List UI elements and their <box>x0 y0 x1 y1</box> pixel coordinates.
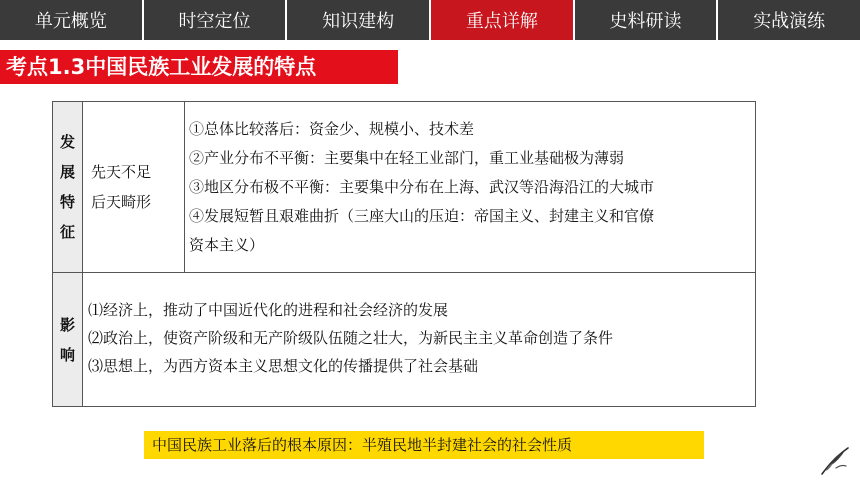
impact-item: ⑴经济上，推动了中国近代化的进程和社会经济的发展 <box>88 300 449 319</box>
section-title: 考点1.3中国民族工业发展的特点 <box>0 50 398 84</box>
features-item: 资本主义） <box>189 235 265 254</box>
impact-list <box>83 273 756 407</box>
features-item: ③地区分布极不平衡：主要集中分布在上海、武汉等沿海沿江的大城市 <box>189 177 655 196</box>
features-header-char: 发 <box>59 133 75 151</box>
features-summary-line: 后天畸形 <box>91 193 152 211</box>
features-item: ②产业分布不平衡：主要集中在轻工业部门，重工业基础极为薄弱 <box>189 148 625 167</box>
impact-header <box>53 273 83 407</box>
features-list <box>185 102 756 273</box>
tab-source-reading[interactable]: 史料研读 <box>575 0 719 40</box>
features-summary-line: 先天不足 <box>91 163 152 181</box>
features-header-char: 征 <box>59 223 75 241</box>
impact-row <box>53 273 756 407</box>
brush-leaf-icon <box>818 444 852 478</box>
impact-item: ⑵政治上，使资产阶级和无产阶级队伍随之壮大，为新民主主义革命创造了条件 <box>88 328 614 347</box>
root-cause-note: 中国民族工业落后的根本原因：半殖民地半封建社会的社会性质 <box>144 431 704 459</box>
features-header <box>53 102 83 273</box>
tab-time-space[interactable]: 时空定位 <box>144 0 288 40</box>
features-row <box>53 102 756 273</box>
features-item: ①总体比较落后：资金少、规模小、技术差 <box>189 119 475 138</box>
impact-header-char: 响 <box>59 345 75 364</box>
features-item: ④发展短暂且艰难曲折（三座大山的压迫：帝国主义、封建主义和官僚 <box>189 206 655 225</box>
features-summary <box>83 102 185 273</box>
tab-unit-overview[interactable]: 单元概览 <box>0 0 144 40</box>
top-nav <box>0 0 860 40</box>
features-header-char: 特 <box>59 193 75 211</box>
impact-item: ⑶思想上，为西方资本主义思想文化的传播提供了社会基础 <box>88 356 479 375</box>
impact-header-char: 影 <box>59 315 75 334</box>
tab-practice[interactable]: 实战演练 <box>718 0 860 40</box>
features-header-char: 展 <box>59 163 75 181</box>
tab-key-points[interactable]: 重点详解 <box>431 0 575 40</box>
tab-knowledge-building[interactable]: 知识建构 <box>287 0 431 40</box>
content-table <box>52 101 756 407</box>
